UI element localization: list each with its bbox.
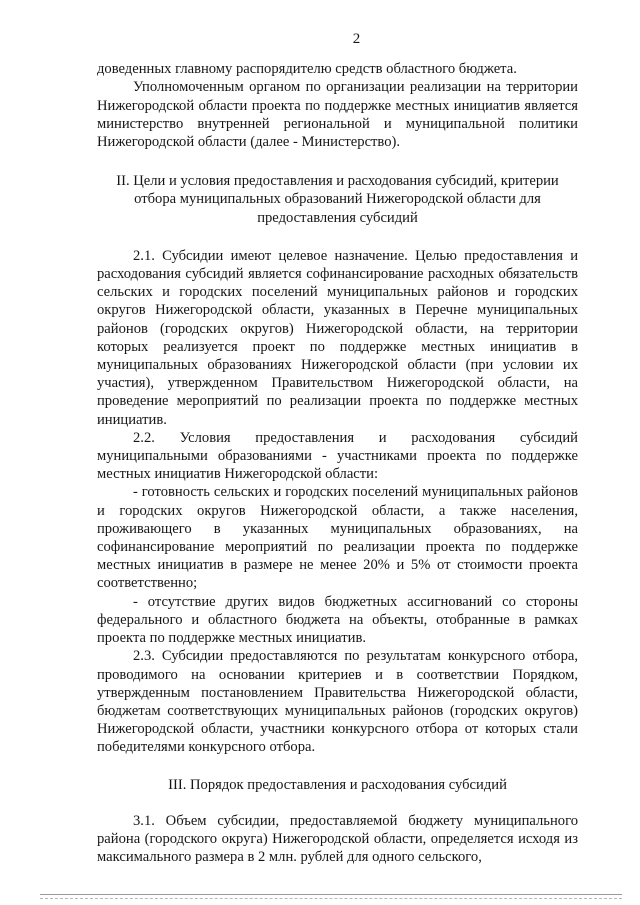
paragraph-2-3: 2.3. Субсидии предоставляются по результатам конкурсного отбора, проводимого на основании критериев и в соответствии Порядком, утвержденным постановлением Правительства Нижегородской области, бюджетам соответствующих муниципальных районов (городских округов) Нижегородской области, участники конкурсного отбора от которых стали победителями конкурсного отбора. — [97, 648, 578, 756]
paragraph-2-1: 2.1. Субсидии имеют целевое назначение. Целью предоставления и расходования субсидий является софинансирование расходных обязательств сельских и городских поселений муниципальных районов и городских округов Нижегородской области, указанных в Перечне муниципальных районов (городских округов) Нижегородской области, на территории которых реализуется проект по поддержке местных инициатив в муниципальных образованиях Нижегородской области (при условии их участия), утвержденном Правительством Нижегородской области, на проведение мероприятий по реализации проекта по поддержке местных инициатив. — [97, 247, 578, 428]
section-3-title: III. Порядок предоставления и расходования субсидий — [168, 776, 507, 793]
paragraph-2-2-item-1: - готовность сельских и городских поселений муниципальных районов и городских округов Нижегородской области, а также населения, проживающего в указанных муниципальных образованиях, на софинансирование мероприятий по реализации проекта по поддержке местных инициатив в размере не менее 20% и 5% от стоимости проекта соответственно; — [97, 484, 578, 592]
scan-edge-lines — [40, 894, 622, 899]
section-2-title: II. Цели и условия предоставления и расходования субсидий, критерии отбора муниципальных образований Нижегородской области для предоставления субсидий — [116, 173, 559, 226]
page-number: 2 — [352, 31, 361, 47]
paragraph-2-2-item-2: - отсутствие других видов бюджетных ассигнований со стороны федерального и областного бюджета на объекты, отобранные в рамках проекта по поддержке местных инициатив. — [97, 593, 578, 647]
paragraph-2-2: 2.2. Условия предоставления и расходования субсидий муниципальными образованиями - участниками проекта по поддержке местных инициатив Нижегородской области: — [97, 429, 578, 483]
paragraph-authorized-body: Уполномоченным органом по организации реализации на территории Нижегородской области проекта по поддержке местных инициатив является министерство внутренней региональной и муниципальной политики Нижегородской области (далее - Министерство). — [97, 79, 578, 151]
paragraph-3-1: 3.1. Объем субсидии, предоставляемой бюджету муниципального района (городского округа) Нижегородской области, определяется исходя из максимального размера в 2 млн. рублей для одного сельского, — [97, 812, 578, 866]
paragraph-continuation: доведенных главному распорядителю средств областного бюджета. — [97, 61, 517, 78]
